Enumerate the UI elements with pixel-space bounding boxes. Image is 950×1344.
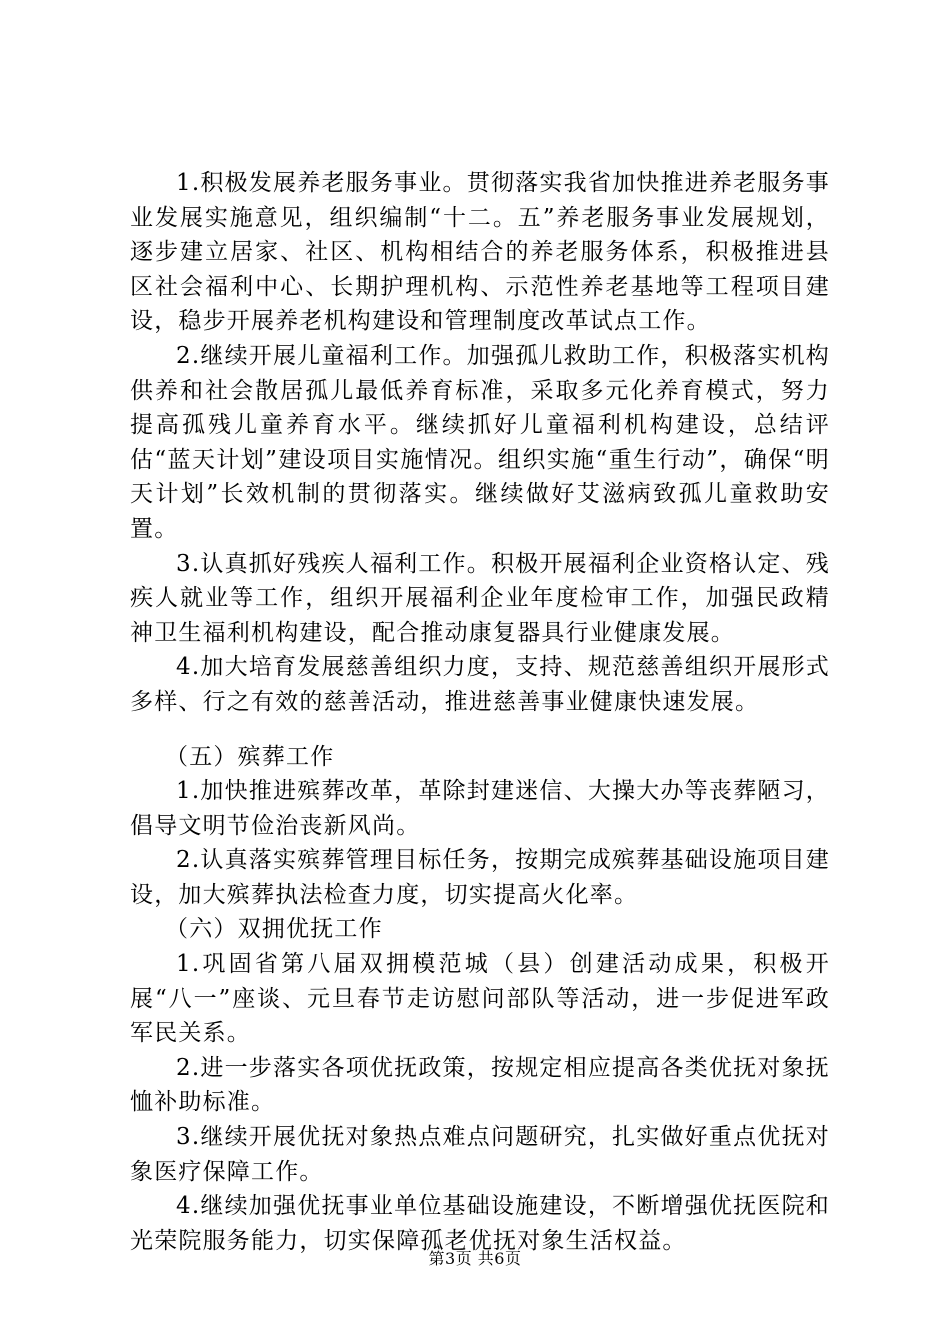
paragraph-child-welfare: 2.继续开展儿童福利工作。加强孤儿救助工作，积极落实机构供养和社会散居孤儿最低养育标准，采取多元化养育模式，努力提高孤残儿童养育水平。继续抓好儿童福利机构建设，总结评估“蓝天计划”建设项目实施情况。组织实施“重生行动”，确保“明天计划”长效机制的贯彻落实。继续做好艾滋病致孤儿童救助安置。 bbox=[130, 342, 830, 542]
paragraph-elderly-services: 1.积极发展养老服务事业。贯彻落实我省加快推进养老服务事业发展实施意见，组织编制“十二。五”养老服务事业发展规划，逐步建立居家、社区、机构相结合的养老服务体系，积极推进县区社会福利中心、长期护理机构、示范性养老基地等工程项目建设，稳步开展养老机构建设和管理制度改革试点工作。 bbox=[130, 170, 830, 335]
section-heading-funeral: （五）殡葬工作 bbox=[165, 743, 335, 770]
section-heading-support: （六）双拥优抚工作 bbox=[165, 916, 383, 943]
paragraph-funeral-management: 2.认真落实殡葬管理目标任务，按期完成殡葬基础设施项目建设，加大殡葬执法检查力度，切实提高火化率。 bbox=[130, 847, 830, 908]
paragraph-support-3: 3.继续开展优抚对象热点难点问题研究，扎实做好重点优抚对象医疗保障工作。 bbox=[130, 1124, 830, 1185]
paragraph-support-4: 4.继续加强优抚事业单位基础设施建设，不断增强优抚医院和光荣院服务能力，切实保障孤老优抚对象生活权益。 bbox=[130, 1193, 830, 1254]
paragraph-charity: 4.加大培育发展慈善组织力度，支持、规范慈善组织开展形式多样、行之有效的慈善活动，推进慈善事业健康快速发展。 bbox=[130, 654, 830, 715]
paragraph-support-1: 1.巩固省第八届双拥模范城（县）创建活动成果，积极开展“八一”座谈、元旦春节走访慰问部队等活动，进一步促进军政军民关系。 bbox=[130, 951, 830, 1047]
paragraph-disabled-welfare: 3.认真抓好残疾人福利工作。积极开展福利企业资格认定、残疾人就业等工作，组织开展福利企业年度检审工作，加强民政精神卫生福利机构建设，配合推动康复器具行业健康发展。 bbox=[130, 550, 830, 646]
document-body bbox=[130, 166, 830, 1258]
page-number-footer: 第3页 共6页 bbox=[428, 1249, 522, 1268]
paragraph-funeral-reform: 1.加快推进殡葬改革，革除封建迷信、大操大办等丧葬陋习，倡导文明节俭治丧新风尚。 bbox=[130, 778, 830, 839]
paragraph-support-2: 2.进一步落实各项优抚政策，按规定相应提高各类优抚对象抚恤补助标准。 bbox=[130, 1054, 830, 1116]
section-spacer bbox=[130, 720, 830, 740]
